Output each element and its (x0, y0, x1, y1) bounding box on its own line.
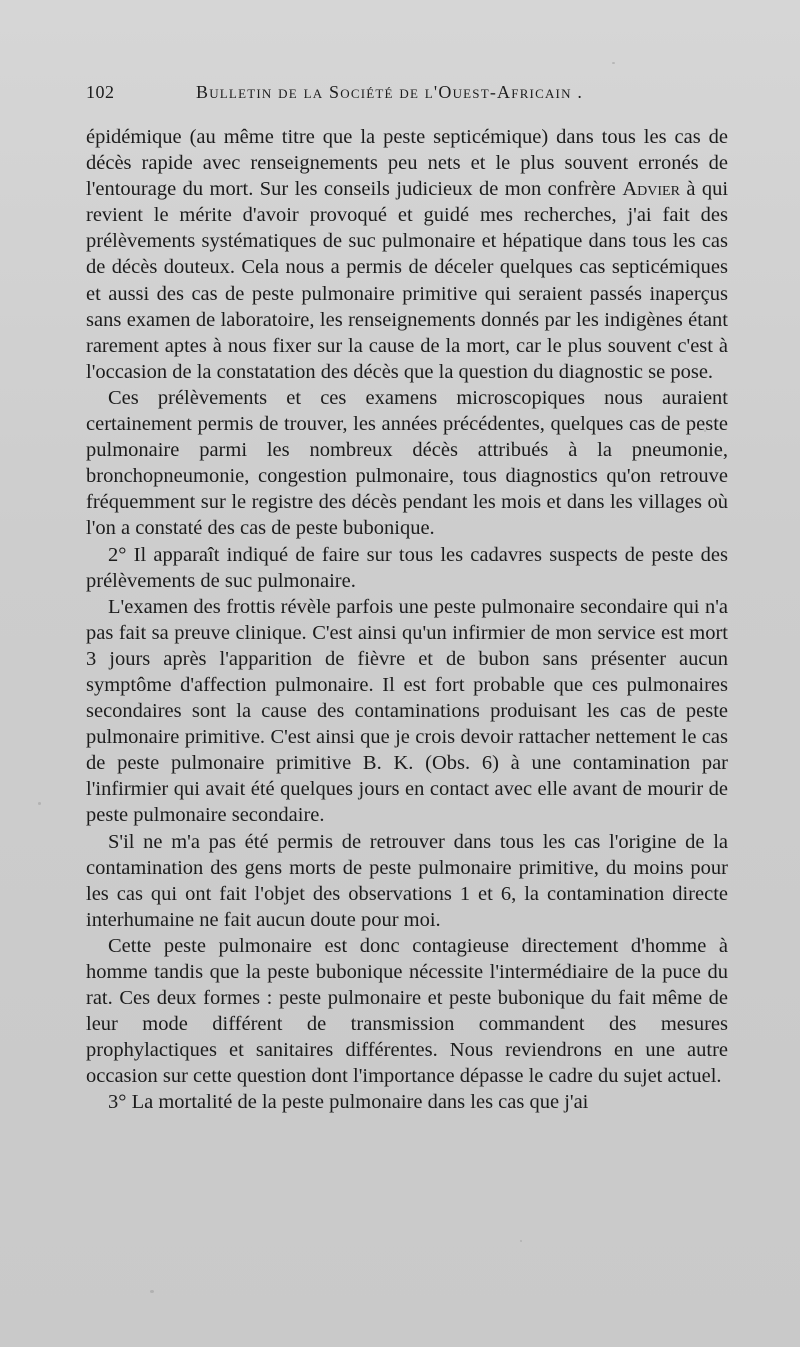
paragraph-7: 3° La mortalité de la peste pulmonaire dans les cas que j'ai (108, 1091, 589, 1114)
page-number: 102 (86, 82, 115, 102)
running-head: Bulletin de la Société de l'Ouest-Africain . (196, 82, 584, 102)
paragraph-5: S'il ne m'a pas été permis de retrouver dans tous les cas l'origine de la contamination des gens morts de peste pulmonaire primitive, du moins pour les cas qui ont fait l'objet des observations 1 et 6, la contamination directe interhumaine ne fait aucun doute pour moi. (86, 830, 728, 931)
page-header (86, 82, 726, 103)
author-name: Advier (622, 178, 680, 201)
paragraph-4: L'examen des frottis révèle parfois une peste pulmonaire secondaire qui n'a pas fait sa preuve clinique. C'est ainsi qu'un infirmier de mon service est mort 3 jours après l'apparition de fièvre et de bubon sans présenter aucun symptôme d'affection pulmonaire. Il est fort probable que ces pulmonaires secondaires sont la cause des contaminations produisant les cas de peste pulmonaire primitive. C'est ainsi que je crois devoir rattacher nettement le cas de peste pulmonaire primitive B. K. (Obs. 6) à une contamination par l'infirmier qui avait été quelques jours en contact avec elle avant de mourir de peste pulmonaire secondaire. (86, 595, 728, 827)
paragraph-2: Ces prélèvements et ces examens microscopiques nous auraient certainement permis de trouver, les années précédentes, quelques cas de peste pulmonaire parmi les nombreux décès attribués à la pneumonie, bronchopneumonie, congestion pulmonaire, tous diagnostics qu'on retrouve fréquemment sur le registre des décès pendant les mois et dans les villages où l'on a constaté des cas de peste bubonique. (86, 386, 728, 540)
paragraph-1 (86, 124, 728, 385)
paragraph-1-rest: à qui revient le mérite d'avoir provoqué et guidé mes recherches, j'ai fait des prélèvements systématiques de suc pulmonaire et hépatique dans tous les cas de décès douteux. Cela nous a permis de déceler quelques cas septicémiques et aussi des cas de peste pulmonaire primitive qui seraient passés inaperçus sans examen de laboratoire, les renseignements donnés par les indigènes étant rarement aptes à nous fixer sur la cause de la mort, car le plus souvent c'est à l'occasion de la constatation des décès que la question du diagnostic se pose. (86, 178, 729, 383)
paragraph-3: 2° Il apparaît indiqué de faire sur tous les cadavres suspects de peste des prélèvements de suc pulmonaire. (86, 543, 728, 592)
paragraph-6: Cette peste pulmonaire est donc contagieuse directement d'homme à homme tandis que la peste bubonique nécessite l'intermédiaire de la puce du rat. Ces deux formes : peste pulmonaire et peste bubonique du fait même de leur mode différent de transmission commandent des mesures prophylactiques et sanitaires différentes. Nous reviendrons en une autre occasion sur cette question dont l'importance dépasse le cadre du sujet actuel. (86, 934, 728, 1088)
paragraph-1-text: épidémique (au même titre que la peste septicémique) dans tous les cas de décès rapide avec renseignements peu nets et le plus souvent erronés de l'entourage du mort. Sur les conseils judicieux de mon confrère (86, 126, 728, 201)
body-text (86, 124, 728, 1116)
